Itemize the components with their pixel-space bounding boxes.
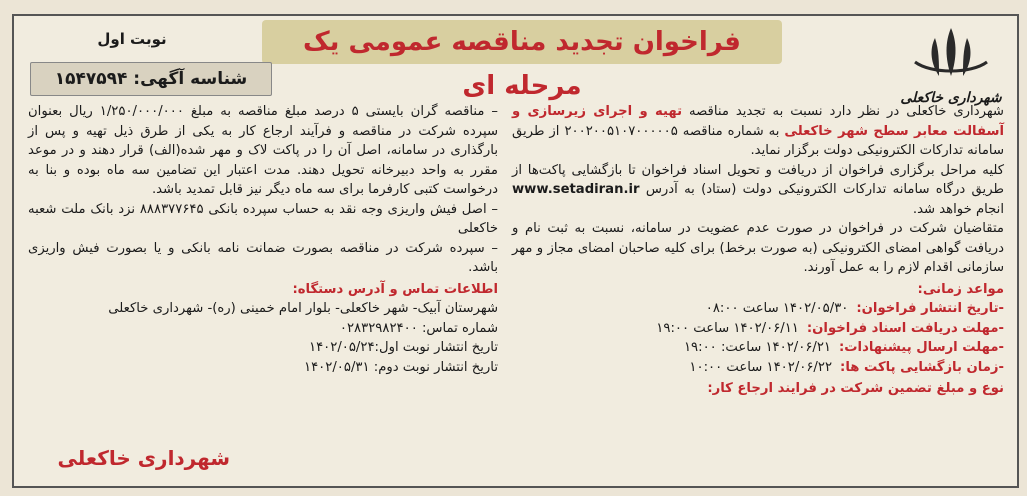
date-value: ۱۴۰۲/۰۵/۳۰ ساعت ۰۸:۰۰ — [705, 301, 849, 316]
setad-url: www.setadiran.ir — [512, 182, 640, 197]
stages-tail: انجام خواهد شد. — [912, 201, 1004, 217]
ad-id-box: شناسه آگهی: ۱۵۴۷۵۹۴ — [30, 62, 272, 96]
date-row — [512, 358, 1004, 378]
logo-emblem-icon — [895, 22, 1007, 86]
right-column — [512, 102, 1004, 399]
logo-caption: شهرداری خاکعلی — [900, 90, 1002, 106]
tender-subject: تهیه و اجرای زیرسازی و آسفالت معابر سطح شهر خاکعلی — [512, 104, 1004, 139]
date-label: -مهلت دریافت اسناد فراخوان: — [806, 320, 1004, 336]
date-value: ۱۴۰۲/۰۶/۲۲ ساعت ۱۰:۰۰ — [689, 359, 833, 375]
stages-paragraph — [512, 161, 1004, 220]
round-label: نوبت اول — [97, 30, 167, 48]
timing-heading: مواعد زمانی: — [917, 281, 1004, 297]
contact-heading: اطلاعات تماس و آدرس دستگاه: — [292, 281, 498, 297]
date-label: -تاریخ انتشار فراخوان: — [856, 301, 1004, 316]
date-value: ۱۴۰۲/۰۶/۲۱ ساعت: ۱۹:۰۰ — [683, 340, 832, 355]
guarantee-paragraph-3: – سپرده شرکت در مناقصه بصورت ضمانت نامه بانکی و یا بصورت فیش واریزی باشد. — [28, 240, 498, 275]
stages-text: کلیه مراحل برگزاری فراخوان از دریافت و تحویل اسناد فراخوان تا بازگشایی پاکت‌ها از طریق درگاه سامانه تدارکات الکترونیکی دولت (ستاد) به آدرس — [512, 162, 1004, 197]
intro-line2: به شماره مناقصه ۲۰۰۲۰۰۵۱۰۷۰۰۰۰۰۵ از طریق سامانه تدارکات الکترونیکی دولت برگزار نماید. — [512, 123, 1004, 158]
date-label: -زمان بازگشایی پاکت ها: — [840, 359, 1004, 375]
guarantee-paragraph-2: – اصل فیش واریزی وجه نقد به حساب سپرده بانکی ۸۸۸۳۷۷۶۴۵ نزد بانک ملت شعبه خاکعلی — [28, 201, 498, 236]
contact-phone: شماره تماس: ۰۲۸۳۲۹۸۲۴۰۰ — [339, 320, 498, 336]
intro-line1: شهرداری خاکعلی در نظر دارد نسبت به تجدید مناقصه — [689, 104, 1004, 119]
left-column — [28, 102, 498, 377]
date-row — [512, 338, 1004, 358]
date-row — [512, 319, 1004, 339]
signature: شهرداری خاکعلی — [57, 446, 230, 470]
ad-title: فراخوان تجدید مناقصه عمومی یک مرحله ای — [262, 20, 782, 64]
publish-date-first: تاریخ انتشار نوبت اول:۱۴۰۲/۰۵/۲۴ — [308, 340, 498, 355]
intro-paragraph — [512, 102, 1004, 161]
applicants-paragraph: متقاضیان شرکت در فراخوان در صورت عدم عضویت در سامانه، نسبت به ثبت نام و دریافت گواهی امضای الکترونیکی (به صورت برخط) برای کلیه صاحبان امضای مجاز و مهر سازمانی اقدام لازم را به عمل آورند. — [512, 221, 1004, 275]
guarantee-heading: نوع و مبلغ تضمین شرکت در فرایند ارجاع کار: — [707, 381, 1004, 396]
date-value: ۱۴۰۲/۰۶/۱۱ ساعت ۱۹:۰۰ — [656, 320, 799, 336]
date-label: -مهلت ارسال پیشنهادات: — [839, 340, 1004, 355]
date-row — [512, 299, 1004, 319]
guarantee-paragraph-1: – مناقصه گران بایستی ۵ درصد مبلغ مناقصه به مبلغ ۱/۲۵۰/۰۰۰/۰۰۰ ریال بعنوان سپرده شرکت در مناقصه و فرآیند ارجاع کار به یکی از طرق ذیل تهیه و پس از بارگذاری در سامانه، اصل آن را در پاکت لاک و مهر شده(الف) قرار دهند و در موعد مقرر به واحد دبیرخانه تحویل دهند. مدت اعتبار این تضامین سه ماه بوده و بنا به درخواست کتبی کارفرما برای سه ماه دیگر نیز قابل تمدید باشد. — [28, 104, 498, 197]
contact-address: شهرستان آبیک- شهر خاکعلی- بلوار امام خمینی (ره)- شهرداری خاکعلی — [108, 301, 498, 316]
publish-date-second: تاریخ انتشار نوبت دوم: ۱۴۰۲/۰۵/۳۱ — [304, 359, 498, 375]
